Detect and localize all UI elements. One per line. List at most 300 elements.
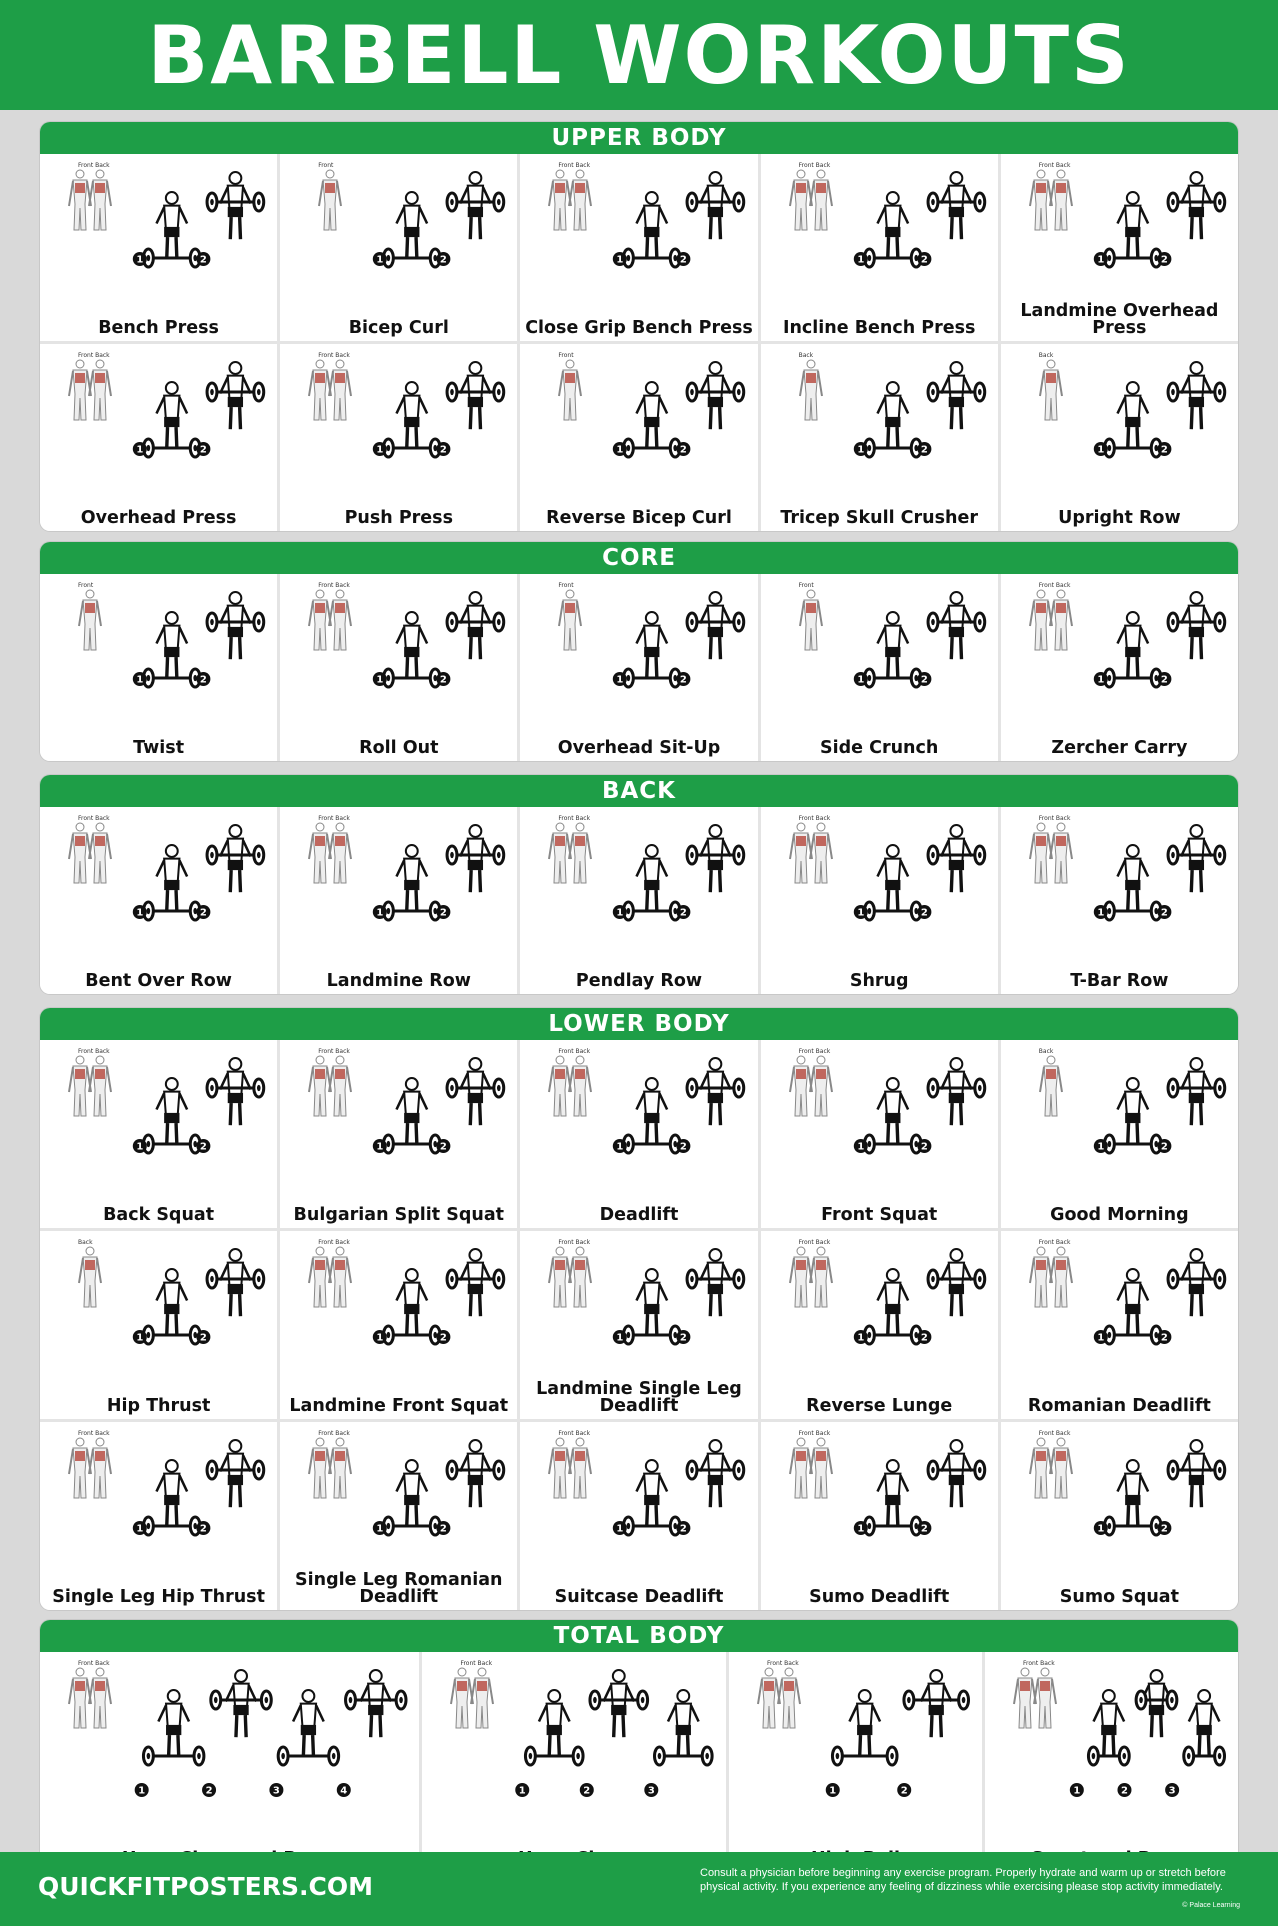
exercise-name: Deadlift: [599, 1205, 679, 1225]
athlete-figure: [220, 362, 251, 429]
athlete-figure: [460, 1058, 491, 1125]
athlete-figure: [637, 1269, 668, 1336]
step-number-badge: [196, 252, 210, 266]
muscle-chart-caption: Front Back: [798, 815, 831, 822]
athlete-figure: [397, 192, 428, 259]
exercise-illustration: [761, 807, 998, 964]
exercise-card: [761, 1040, 998, 1228]
exercise-card: [40, 154, 277, 341]
barbell-icon: [1088, 1747, 1130, 1765]
svg-text:1: 1: [1097, 907, 1105, 919]
exercise-card: [280, 807, 517, 994]
svg-text:1: 1: [138, 1785, 146, 1797]
muscle-chart-caption: Front Back: [78, 1660, 110, 1667]
exercise-illustration: [280, 344, 517, 501]
svg-text:2: 2: [680, 674, 688, 686]
svg-text:1: 1: [829, 1785, 837, 1797]
athlete-figure: [1117, 1078, 1148, 1145]
exercise-card: [280, 344, 517, 531]
athlete-figure: [877, 845, 908, 912]
exercise-illustration: [761, 1422, 998, 1580]
athlete-figure: [220, 1440, 251, 1507]
athlete-figure: [700, 825, 731, 892]
exercise-illustration: [40, 807, 277, 964]
exercise-card: [40, 1040, 277, 1228]
muscle-chart-icon: [1030, 1247, 1072, 1307]
step-number-badge: [1094, 905, 1108, 919]
exercise-name: Good Morning: [1050, 1205, 1189, 1225]
svg-text:1: 1: [856, 254, 864, 266]
section-core: [40, 542, 1238, 761]
barbell-icon: [623, 669, 681, 687]
athlete-figure: [941, 1249, 972, 1316]
exercise-name: Bulgarian Split Squat: [293, 1205, 505, 1225]
muscle-chart-icon: [790, 1247, 832, 1307]
step-number-badge: [917, 252, 931, 266]
website-link[interactable]: QUICKFITPOSTERS.COM: [38, 1872, 373, 1901]
athlete-figure: [220, 1249, 251, 1316]
athlete-figure: [877, 1078, 908, 1145]
step-number-badge: [613, 252, 627, 266]
svg-text:1: 1: [856, 444, 864, 456]
muscle-chart-caption: Front Back: [1038, 815, 1071, 822]
svg-text:1: 1: [376, 674, 384, 686]
step-number-badge: [133, 905, 147, 919]
exercise-card: [280, 154, 517, 341]
step-number-badge: [853, 672, 867, 686]
svg-text:2: 2: [199, 254, 207, 266]
step-number-badge: [373, 252, 387, 266]
exercise-card: [1001, 807, 1238, 994]
svg-text:2: 2: [583, 1785, 591, 1797]
svg-text:1: 1: [136, 907, 144, 919]
exercise-card: [280, 1422, 517, 1610]
athlete-figure: [637, 845, 668, 912]
step-number-badge: [1094, 672, 1108, 686]
section-title: BACK: [40, 775, 1238, 807]
exercise-card: [40, 1422, 277, 1610]
muscle-chart-caption: Front Back: [1038, 1430, 1071, 1437]
exercise-card: [520, 1422, 757, 1610]
athlete-figure: [1117, 845, 1148, 912]
barbell-icon: [383, 902, 441, 920]
exercise-card: [520, 1040, 757, 1228]
step-number-badge: [677, 442, 691, 456]
muscle-chart-icon: [790, 1056, 832, 1116]
step-number-badge: [677, 252, 691, 266]
svg-text:2: 2: [199, 1141, 207, 1153]
muscle-chart-caption: Front Back: [1038, 1239, 1071, 1246]
muscle-chart-caption: Front Back: [798, 1239, 831, 1246]
svg-text:2: 2: [920, 674, 928, 686]
step-number-badge: [853, 1330, 867, 1344]
svg-text:2: 2: [680, 444, 688, 456]
svg-text:2: 2: [199, 907, 207, 919]
exercise-card: [985, 1652, 1238, 1872]
step-number-badge: [613, 1139, 627, 1153]
barbell-icon: [143, 1326, 201, 1344]
athlete-figure: [460, 1249, 491, 1316]
muscle-chart-icon: [69, 1668, 111, 1728]
svg-text:2: 2: [1160, 1523, 1168, 1535]
muscle-chart-caption: Front: [318, 162, 334, 169]
svg-text:1: 1: [856, 1141, 864, 1153]
step-number-badge: [826, 1783, 840, 1797]
exercise-illustration: [40, 154, 277, 311]
step-number-badge: [613, 905, 627, 919]
svg-text:2: 2: [199, 1523, 207, 1535]
step-number-badge: [133, 1521, 147, 1535]
muscle-chart-caption: Front Back: [318, 352, 350, 359]
athlete-figure: [1181, 362, 1212, 429]
exercise-illustration: [520, 574, 757, 731]
svg-text:2: 2: [1121, 1785, 1128, 1797]
barbell-icon: [623, 902, 681, 920]
exercise-name: Reverse Bicep Curl: [546, 508, 732, 528]
svg-text:2: 2: [680, 254, 688, 266]
exercise-name: Sumo Squat: [1059, 1587, 1179, 1607]
svg-text:2: 2: [920, 907, 928, 919]
muscle-chart-icon: [559, 360, 581, 420]
exercise-illustration: [761, 1040, 998, 1198]
exercise-name: Overhead Sit-Up: [557, 738, 721, 758]
athlete-figure: [700, 172, 731, 239]
step-number-badge: [677, 1139, 691, 1153]
step-number-badge: [613, 672, 627, 686]
barbell-icon: [143, 669, 201, 687]
svg-text:2: 2: [440, 1332, 448, 1344]
athlete-figure: [668, 1690, 699, 1757]
muscle-chart-icon: [800, 360, 822, 420]
svg-text:2: 2: [1160, 1332, 1168, 1344]
muscle-chart-icon: [309, 823, 351, 883]
athlete-figure: [1181, 172, 1212, 239]
athlete-figure: [220, 825, 251, 892]
step-number-badge: [373, 1330, 387, 1344]
svg-text:1: 1: [616, 1332, 624, 1344]
athlete-figure: [637, 612, 668, 679]
athlete-figure: [877, 612, 908, 679]
exercise-card: [40, 574, 277, 761]
athlete-figure: [941, 172, 972, 239]
muscle-chart-icon: [309, 1056, 351, 1116]
exercise-illustration: [761, 344, 998, 501]
athlete-figure: [941, 362, 972, 429]
step-number-badge: [677, 1521, 691, 1535]
step-number-badge: [437, 1521, 451, 1535]
athlete-figure: [941, 1440, 972, 1507]
svg-text:2: 2: [1160, 254, 1168, 266]
exercise-illustration: [985, 1652, 1238, 1842]
svg-text:1: 1: [1097, 1523, 1105, 1535]
muscle-chart-caption: Back: [798, 352, 814, 359]
step-number-badge: [853, 252, 867, 266]
svg-text:1: 1: [1097, 1332, 1105, 1344]
muscle-chart-caption: Front: [558, 352, 574, 359]
exercise-card: [520, 154, 757, 341]
exercise-name: Single Leg Romanian Deadlift: [295, 1570, 503, 1607]
athlete-figure: [156, 1269, 187, 1336]
muscle-chart-caption: Front Back: [1023, 1660, 1055, 1667]
athlete-figure: [397, 1269, 428, 1336]
barbell-icon: [623, 439, 681, 457]
svg-text:3: 3: [1168, 1785, 1176, 1797]
exercise-illustration: [1001, 1422, 1238, 1580]
step-number-badge: [202, 1783, 216, 1797]
step-number-badge: [917, 905, 931, 919]
svg-text:1: 1: [1097, 1141, 1105, 1153]
athlete-figure: [460, 172, 491, 239]
athlete-figure: [539, 1690, 570, 1757]
exercise-name: Bent Over Row: [85, 971, 232, 991]
exercise-illustration: [40, 574, 277, 731]
step-number-badge: [677, 905, 691, 919]
athlete-figure: [360, 1670, 391, 1737]
exercise-illustration: [520, 1040, 757, 1198]
exercise-name: T-Bar Row: [1070, 971, 1169, 991]
svg-text:2: 2: [199, 1332, 207, 1344]
exercise-illustration: [40, 344, 277, 501]
step-number-badge: [133, 1139, 147, 1153]
muscle-chart-icon: [1014, 1668, 1056, 1728]
barbell-icon: [1104, 1135, 1162, 1153]
muscle-chart-caption: Front Back: [78, 1048, 110, 1055]
step-number-badge: [437, 1330, 451, 1344]
step-number-badge: [1117, 1783, 1131, 1797]
exercise-name: Bench Press: [98, 318, 219, 338]
exercise-card: [1001, 574, 1238, 761]
muscle-chart-icon: [549, 823, 591, 883]
step-number-badge: [853, 905, 867, 919]
step-number-badge: [437, 252, 451, 266]
athlete-figure: [1181, 1058, 1212, 1125]
athlete-figure: [877, 192, 908, 259]
svg-text:3: 3: [648, 1785, 656, 1797]
barbell-icon: [1104, 1517, 1162, 1535]
exercise-card: [761, 574, 998, 761]
svg-text:2: 2: [1160, 1141, 1168, 1153]
muscle-chart-icon: [69, 1056, 111, 1116]
muscle-chart-caption: Back: [1038, 352, 1054, 359]
svg-text:2: 2: [440, 674, 448, 686]
exercise-card: [729, 1652, 982, 1872]
athlete-figure: [877, 382, 908, 449]
barbell-icon: [383, 1135, 441, 1153]
section-total: [40, 1620, 1238, 1872]
exercise-illustration: [1001, 344, 1238, 501]
muscle-chart-icon: [790, 823, 832, 883]
barbell-icon: [864, 1135, 922, 1153]
muscle-chart-icon: [451, 1668, 493, 1728]
athlete-figure: [1094, 1690, 1125, 1757]
exercise-illustration: [280, 807, 517, 964]
exercise-illustration: [761, 1231, 998, 1389]
barbell-icon: [143, 439, 201, 457]
athlete-figure: [1181, 1440, 1212, 1507]
muscle-chart-caption: Front Back: [798, 1430, 831, 1437]
athlete-figure: [1181, 592, 1212, 659]
exercise-name: Landmine Row: [326, 971, 471, 991]
step-number-badge: [677, 1330, 691, 1344]
barbell-icon: [143, 249, 201, 267]
athlete-figure: [637, 192, 668, 259]
svg-text:3: 3: [272, 1785, 280, 1797]
barbell-icon: [1104, 669, 1162, 687]
muscle-chart-icon: [1040, 360, 1062, 420]
athlete-figure: [460, 592, 491, 659]
exercise-name: Single Leg Hip Thrust: [52, 1587, 265, 1607]
svg-text:2: 2: [900, 1785, 908, 1797]
exercise-illustration: [1001, 1231, 1238, 1389]
step-number-badge: [337, 1783, 351, 1797]
step-number-badge: [196, 1521, 210, 1535]
muscle-chart-icon: [790, 1438, 832, 1498]
barbell-icon: [864, 902, 922, 920]
section-title: TOTAL BODY: [40, 1620, 1238, 1652]
muscle-chart-icon: [800, 590, 822, 650]
muscle-chart-icon: [1030, 1438, 1072, 1498]
muscle-chart-caption: Back: [78, 1239, 93, 1246]
athlete-figure: [460, 362, 491, 429]
svg-text:1: 1: [616, 1141, 624, 1153]
step-number-badge: [196, 442, 210, 456]
disclaimer-text: Consult a physician before beginning any exercise program. Properly hydrate and warm up or stretch before physical activity. If you experience any feeling of dizziness while exercising please stop activity immediately.: [700, 1867, 1226, 1893]
svg-text:1: 1: [856, 674, 864, 686]
barbell-icon: [623, 1517, 681, 1535]
muscle-chart-icon: [69, 360, 111, 420]
athlete-figure: [921, 1670, 952, 1737]
exercise-name: Landmine Overhead Press: [1020, 301, 1219, 338]
poster-title: BARBELL WORKOUTS: [147, 8, 1131, 102]
athlete-figure: [604, 1670, 635, 1737]
step-number-badge: [133, 1330, 147, 1344]
muscle-chart-icon: [1030, 170, 1072, 230]
step-number-badge: [1094, 1521, 1108, 1535]
muscle-chart-caption: Front: [78, 582, 94, 589]
athlete-figure: [156, 612, 187, 679]
muscle-chart-caption: Front Back: [1038, 162, 1071, 169]
muscle-chart-icon: [309, 1247, 351, 1307]
muscle-chart-caption: Front Back: [78, 1430, 110, 1437]
muscle-chart-caption: Back: [1038, 1048, 1054, 1055]
muscle-chart-icon: [549, 1056, 591, 1116]
svg-text:2: 2: [680, 1523, 688, 1535]
barbell-icon: [1104, 1326, 1162, 1344]
muscle-chart-icon: [309, 1438, 351, 1498]
step-number-badge: [1094, 442, 1108, 456]
exercise-name: Upright Row: [1058, 508, 1181, 528]
exercise-name: Bicep Curl: [348, 318, 449, 338]
step-number-badge: [853, 1139, 867, 1153]
step-number-badge: [373, 1521, 387, 1535]
svg-text:1: 1: [136, 1332, 144, 1344]
step-number-badge: [1094, 1139, 1108, 1153]
athlete-figure: [700, 362, 731, 429]
step-number-badge: [613, 442, 627, 456]
exercise-illustration: [280, 1422, 517, 1580]
athlete-figure: [156, 1460, 187, 1527]
athlete-figure: [637, 382, 668, 449]
exercise-illustration: [761, 574, 998, 731]
athlete-figure: [220, 172, 251, 239]
exercise-name: Front Squat: [821, 1205, 938, 1225]
svg-text:1: 1: [136, 674, 144, 686]
copyright-text: © Palace Learning: [1182, 1902, 1240, 1909]
svg-text:2: 2: [920, 1332, 928, 1344]
poster-footer: [0, 1852, 1278, 1926]
barbell-icon: [623, 1326, 681, 1344]
athlete-figure: [941, 825, 972, 892]
athlete-figure: [1117, 612, 1148, 679]
muscle-chart-caption: Front Back: [318, 1430, 350, 1437]
athlete-figure: [1189, 1690, 1220, 1757]
exercise-card: [520, 344, 757, 531]
athlete-figure: [1117, 1460, 1148, 1527]
muscle-chart-icon: [309, 590, 351, 650]
barbell-icon: [864, 249, 922, 267]
muscle-chart-caption: Front: [798, 582, 814, 589]
svg-text:1: 1: [616, 674, 624, 686]
step-number-badge: [677, 672, 691, 686]
step-number-badge: [269, 1783, 283, 1797]
athlete-figure: [849, 1690, 880, 1757]
exercise-name: Incline Bench Press: [782, 318, 976, 338]
muscle-chart-caption: Front Back: [318, 582, 350, 589]
muscle-chart-caption: Front Back: [78, 815, 110, 822]
svg-text:2: 2: [440, 1523, 448, 1535]
exercise-name: Zercher Carry: [1051, 738, 1188, 758]
step-number-badge: [853, 442, 867, 456]
exercise-name: Romanian Deadlift: [1027, 1396, 1211, 1416]
exercise-card: [40, 344, 277, 531]
barbell-icon: [864, 1517, 922, 1535]
barbell-icon: [383, 1517, 441, 1535]
step-number-badge: [1157, 1521, 1171, 1535]
exercise-name: Overhead Press: [80, 508, 237, 528]
athlete-figure: [397, 1078, 428, 1145]
exercise-illustration: [40, 1652, 419, 1842]
athlete-figure: [397, 382, 428, 449]
muscle-chart-icon: [549, 170, 591, 230]
step-number-badge: [196, 1330, 210, 1344]
athlete-figure: [156, 1078, 187, 1145]
step-number-badge: [196, 905, 210, 919]
svg-text:1: 1: [616, 254, 624, 266]
barbell-icon: [1104, 902, 1162, 920]
muscle-chart-caption: Front Back: [78, 162, 110, 169]
svg-text:2: 2: [920, 444, 928, 456]
step-number-badge: [437, 442, 451, 456]
muscle-chart-icon: [69, 1438, 111, 1498]
exercise-card: [280, 1040, 517, 1228]
exercise-name: Pendlay Row: [575, 971, 703, 991]
exercise-name: Landmine Single Leg Deadlift: [536, 1379, 742, 1416]
svg-text:1: 1: [376, 1141, 384, 1153]
step-number-badge: [917, 1330, 931, 1344]
exercise-card: [520, 574, 757, 761]
exercise-name: Twist: [133, 738, 185, 758]
muscle-chart-caption: Front Back: [78, 352, 110, 359]
exercise-illustration: [520, 1231, 757, 1389]
muscle-chart-icon: [549, 1438, 591, 1498]
svg-text:2: 2: [440, 254, 448, 266]
step-number-badge: [645, 1783, 659, 1797]
exercise-name: Push Press: [344, 508, 453, 528]
muscle-chart-caption: Front Back: [318, 815, 350, 822]
svg-text:1: 1: [376, 444, 384, 456]
exercise-card: [761, 154, 998, 341]
step-number-badge: [437, 1139, 451, 1153]
